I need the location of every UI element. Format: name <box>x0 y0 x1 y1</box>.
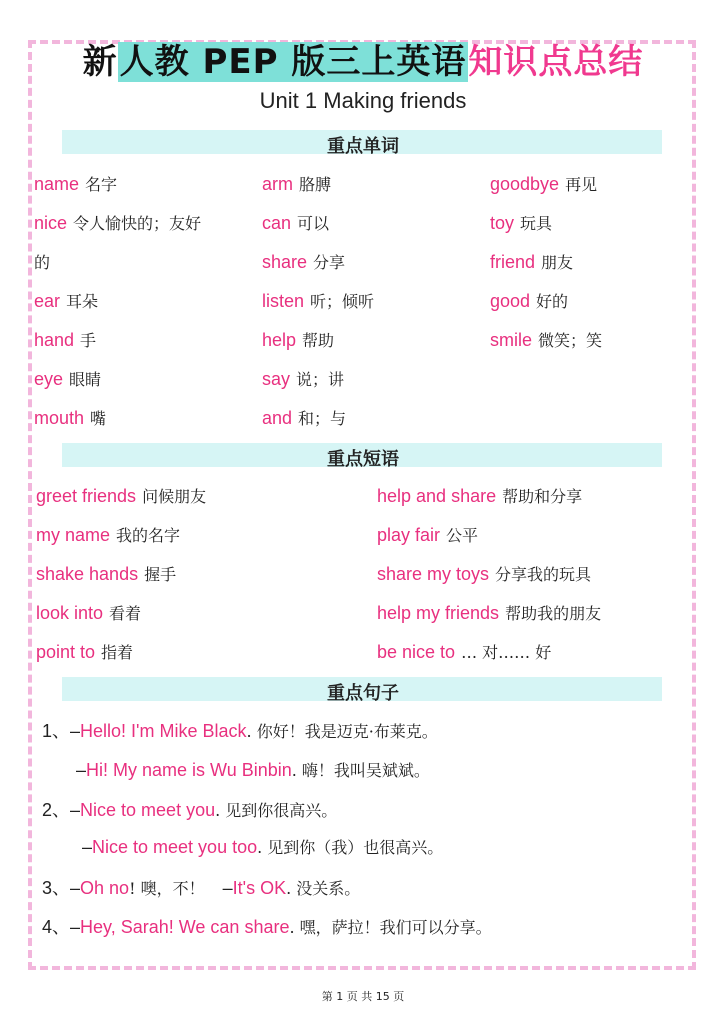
phrase-item: help and share 帮助和分享 <box>377 486 583 506</box>
word-item: listen 听；倾听 <box>262 291 375 311</box>
sentence-item: 3、–Oh no! 噢，不！ –It's OK. 没关系。 <box>42 878 361 898</box>
phrase-item: be nice to … 对…… 好 <box>377 642 552 662</box>
word-item: can 可以 <box>262 213 330 233</box>
section-title-words: 重点单词 <box>327 136 399 157</box>
sentence-item: 1、–Hello! I'm Mike Black. 你好！我是迈克·布莱克。 <box>42 721 438 741</box>
phrase-item: shake hands 握手 <box>36 564 177 584</box>
word-item: and 和；与 <box>262 408 347 428</box>
word-item: nice 令人愉快的；友好 <box>34 213 202 233</box>
section-title-sentences: 重点句子 <box>327 683 399 704</box>
title-part-1: 新 <box>82 42 118 82</box>
word-item: mouth 嘴 <box>34 408 107 428</box>
phrase-item: share my toys 分享我的玩具 <box>377 564 592 584</box>
phrase-item: look into 看着 <box>36 603 142 623</box>
section-title-phrases: 重点短语 <box>327 449 399 470</box>
word-item: help 帮助 <box>262 330 335 350</box>
word-item: eye 眼睛 <box>34 369 102 389</box>
word-item: say 说；讲 <box>262 369 345 389</box>
word-item: friend 朋友 <box>490 252 574 272</box>
word-item: smile 微笑；笑 <box>490 330 603 350</box>
sentence-item: 4、–Hey, Sarah! We can share. 嘿，萨拉！我们可以分享。 <box>42 917 492 937</box>
title-part-2: 人教 PEP 版三上英语 <box>119 42 467 82</box>
sentence-item: 2、–Nice to meet you. 见到你很高兴。 <box>42 800 338 820</box>
word-item-continuation: 的 <box>34 253 51 272</box>
word-item: hand 手 <box>34 330 97 350</box>
word-item: good 好的 <box>490 291 569 311</box>
title-part-3: 知识点总结 <box>468 42 644 82</box>
phrase-item: greet friends 问候朋友 <box>36 486 207 506</box>
word-item: arm 胳膊 <box>262 174 332 194</box>
word-item: share 分享 <box>262 252 346 272</box>
sentence-item: –Hi! My name is Wu Binbin. 嗨！我叫吴斌斌。 <box>76 760 430 780</box>
phrase-item: point to 指着 <box>36 642 134 662</box>
word-item: toy 玩具 <box>490 213 553 233</box>
phrase-item: help my friends 帮助我的朋友 <box>377 603 602 623</box>
word-item: ear 耳朵 <box>34 291 99 311</box>
word-item: goodbye 再见 <box>490 174 598 194</box>
phrase-item: play fair 公平 <box>377 525 479 545</box>
sentence-item: –Nice to meet you too. 见到你（我）也很高兴。 <box>82 837 444 857</box>
unit-subtitle: Unit 1 Making friends <box>259 88 467 113</box>
page-title <box>0 34 726 83</box>
page-footer: 第 1 页 共 15 页 <box>321 990 405 1003</box>
phrase-item: my name 我的名字 <box>36 525 181 545</box>
word-item: name 名字 <box>34 174 118 194</box>
